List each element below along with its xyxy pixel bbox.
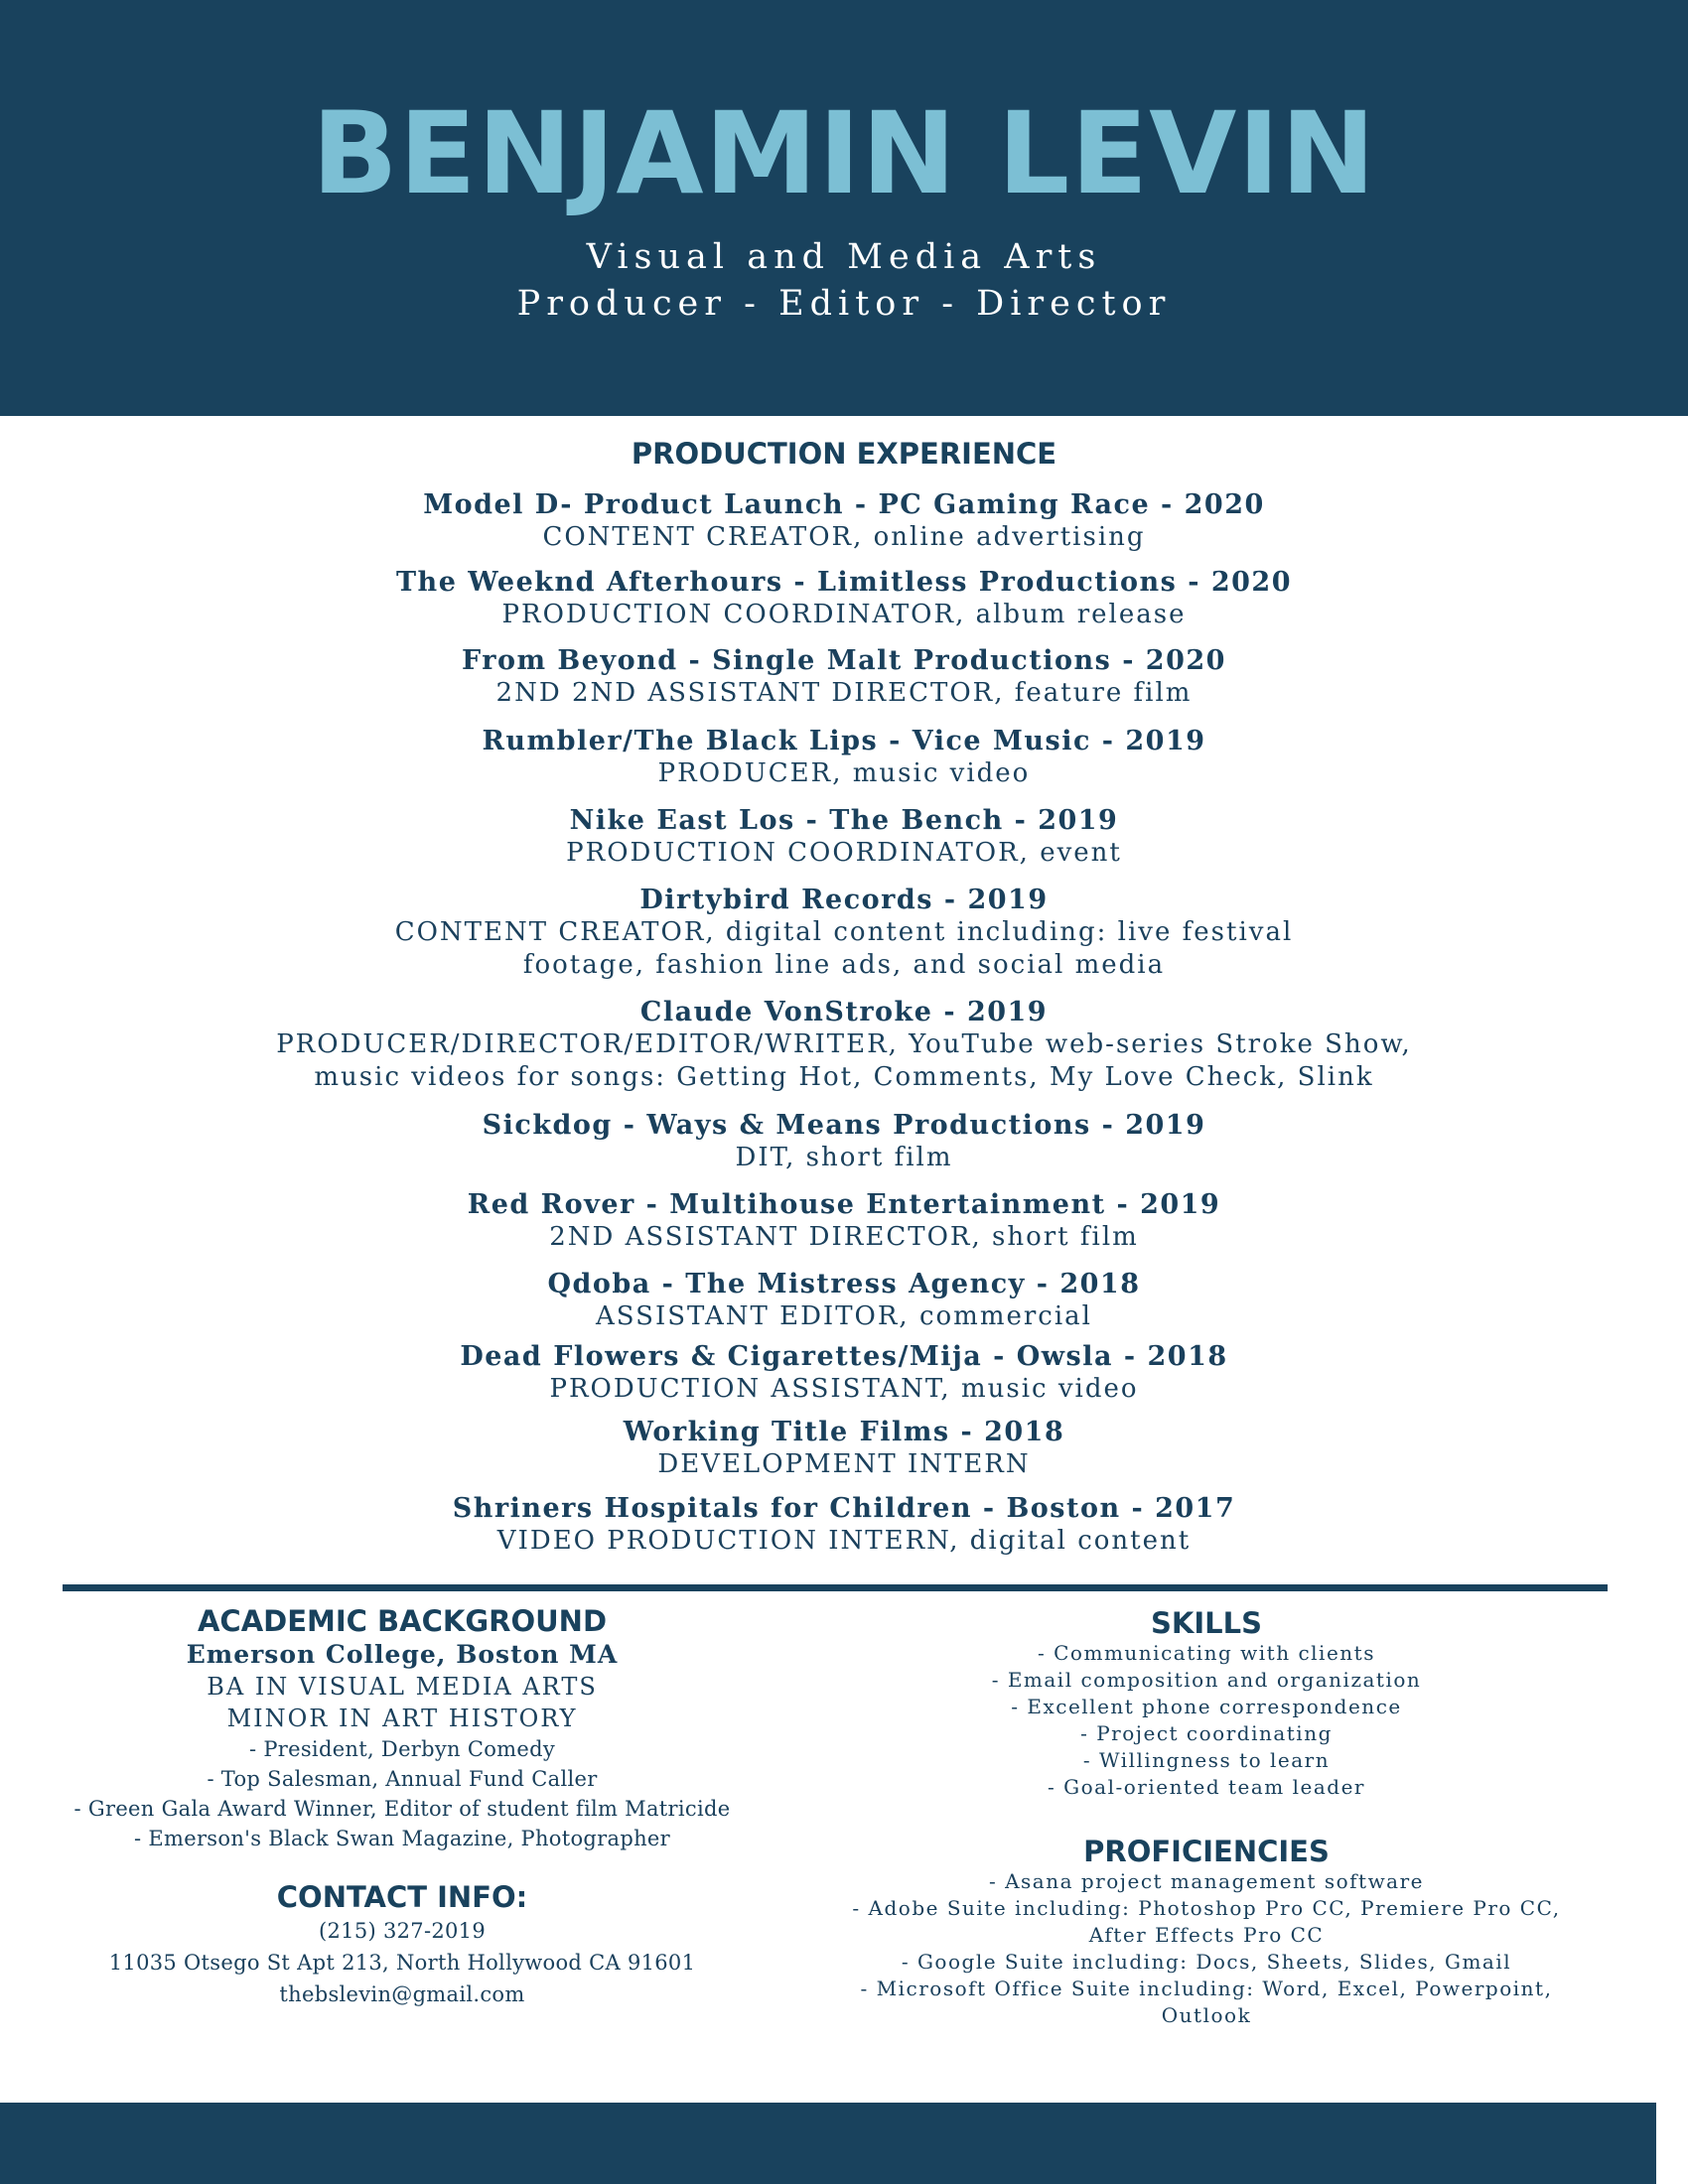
contact-phone: (215) 327-2019	[319, 1919, 486, 1943]
job-detail: PRODUCTION ASSISTANT, music video	[549, 1374, 1139, 1404]
subtitle-field: Visual and Media Arts	[586, 237, 1102, 277]
right-column	[824, 1606, 1589, 2029]
experience-list	[0, 488, 1688, 1558]
job-detail: PRODUCER/DIRECTOR/EDITOR/WRITER, YouTube web-series Stroke Show,	[276, 1029, 1412, 1059]
footer-banner	[0, 2103, 1656, 2184]
job-detail: 2ND ASSISTANT DIRECTOR, short film	[549, 1222, 1139, 1252]
proficiency-line: After Effects Pro CC	[1088, 1923, 1325, 1947]
job-heading: Rumbler/The Black Lips - Vice Music - 2019	[482, 726, 1206, 756]
skill-item: - Communicating with clients	[1038, 1641, 1375, 1665]
job-entry	[0, 488, 1688, 554]
job-entry	[0, 996, 1688, 1094]
skill-item: - Excellent phone correspondence	[1011, 1695, 1402, 1718]
job-detail: CONTENT CREATOR, digital content including: live festival	[394, 917, 1294, 947]
job-entry	[0, 804, 1688, 870]
proficiency-line: Outlook	[1161, 2003, 1252, 2027]
job-heading: Model D- Product Launch - PC Gaming Race - 2020	[423, 489, 1265, 520]
academic-activity: - Green Gala Award Winner, Editor of student film Matricide	[73, 1797, 731, 1821]
proficiency-line: - Asana project management software	[988, 1869, 1425, 1893]
skill-item: - Email composition and organization	[991, 1668, 1422, 1692]
proficiency-line: - Microsoft Office Suite including: Word, Excel, Powerpoint,	[860, 1977, 1553, 2000]
job-heading: Red Rover - Multihouse Entertainment - 2019	[467, 1189, 1221, 1220]
contact-address: 11035 Otsego St Apt 213, North Hollywood CA 91601	[108, 1951, 696, 1975]
academic-minor: MINOR IN ART HISTORY	[226, 1705, 578, 1732]
academic-activity: - Top Salesman, Annual Fund Caller	[207, 1767, 598, 1791]
proficiency-line: - Google Suite including: Docs, Sheets, Slides, Gmail	[901, 1950, 1512, 1974]
subtitle-roles: Producer - Editor - Director	[516, 284, 1172, 324]
job-detail: PRODUCTION COORDINATOR, event	[566, 838, 1122, 868]
job-entry	[0, 884, 1688, 982]
skill-item: - Willingness to learn	[1082, 1748, 1331, 1772]
academic-activity: - Emerson's Black Swan Magazine, Photographer	[134, 1827, 670, 1850]
job-detail: footage, fashion line ads, and social media	[522, 950, 1166, 980]
proficiencies-title: PROFICIENCIES	[1083, 1835, 1330, 1868]
job-entry	[0, 1492, 1688, 1558]
section-divider	[63, 1584, 1608, 1591]
job-heading: The Weeknd Afterhours - Limitless Productions - 2020	[395, 567, 1293, 598]
header-banner	[0, 0, 1688, 416]
job-detail: CONTENT CREATOR, online advertising	[542, 522, 1146, 552]
skill-item: - Goal-oriented team leader	[1048, 1775, 1365, 1799]
job-heading: Nike East Los - The Bench - 2019	[569, 805, 1119, 836]
job-heading: Sickdog - Ways & Means Productions - 2019	[482, 1110, 1206, 1141]
job-entry	[0, 566, 1688, 631]
job-detail: DEVELOPMENT INTERN	[657, 1449, 1031, 1479]
job-heading: Dirtybird Records - 2019	[639, 885, 1049, 915]
left-column	[40, 1603, 765, 2010]
academic-degree: BA IN VISUAL MEDIA ARTS	[207, 1673, 598, 1701]
academic-school: Emerson College, Boston MA	[186, 1640, 619, 1669]
contact-title: CONTACT INFO:	[276, 1880, 528, 1914]
job-detail: music videos for songs: Getting Hot, Comments, My Love Check, Slink	[314, 1062, 1374, 1092]
job-entry	[0, 725, 1688, 790]
experience-title: PRODUCTION EXPERIENCE	[631, 437, 1057, 471]
job-detail: 2ND 2ND ASSISTANT DIRECTOR, feature film	[495, 678, 1193, 708]
job-detail: PRODUCER, music video	[657, 758, 1031, 788]
job-entry	[0, 1340, 1688, 1406]
job-heading: Qdoba - The Mistress Agency - 2018	[547, 1269, 1141, 1299]
candidate-name: BENJAMIN LEVIN	[311, 87, 1377, 219]
job-heading: Working Title Films - 2018	[623, 1417, 1065, 1447]
job-detail: PRODUCTION COORDINATOR, album release	[501, 600, 1187, 629]
job-entry	[0, 1416, 1688, 1481]
proficiency-line: - Adobe Suite including: Photoshop Pro CC, Premiere Pro CC,	[852, 1896, 1561, 1920]
job-entry	[0, 644, 1688, 710]
contact-email: thebslevin@gmail.com	[279, 1982, 525, 2006]
job-heading: Claude VonStroke - 2019	[639, 997, 1049, 1027]
job-entry	[0, 1268, 1688, 1333]
skills-title: SKILLS	[1151, 1606, 1262, 1640]
job-heading: Shriners Hospitals for Children - Boston - 2017	[452, 1493, 1236, 1524]
job-entry	[0, 1188, 1688, 1254]
academic-title: ACADEMIC BACKGROUND	[197, 1604, 608, 1638]
job-heading: From Beyond - Single Malt Productions - 2020	[462, 645, 1226, 676]
job-detail: VIDEO PRODUCTION INTERN, digital content	[496, 1526, 1192, 1556]
job-heading: Dead Flowers & Cigarettes/Mija - Owsla - 2018	[460, 1341, 1228, 1372]
job-detail: ASSISTANT EDITOR, commercial	[596, 1301, 1092, 1331]
academic-activity: - President, Derbyn Comedy	[248, 1737, 555, 1761]
job-entry	[0, 1109, 1688, 1174]
skill-item: - Project coordinating	[1080, 1721, 1333, 1745]
job-detail: DIT, short film	[735, 1143, 953, 1172]
